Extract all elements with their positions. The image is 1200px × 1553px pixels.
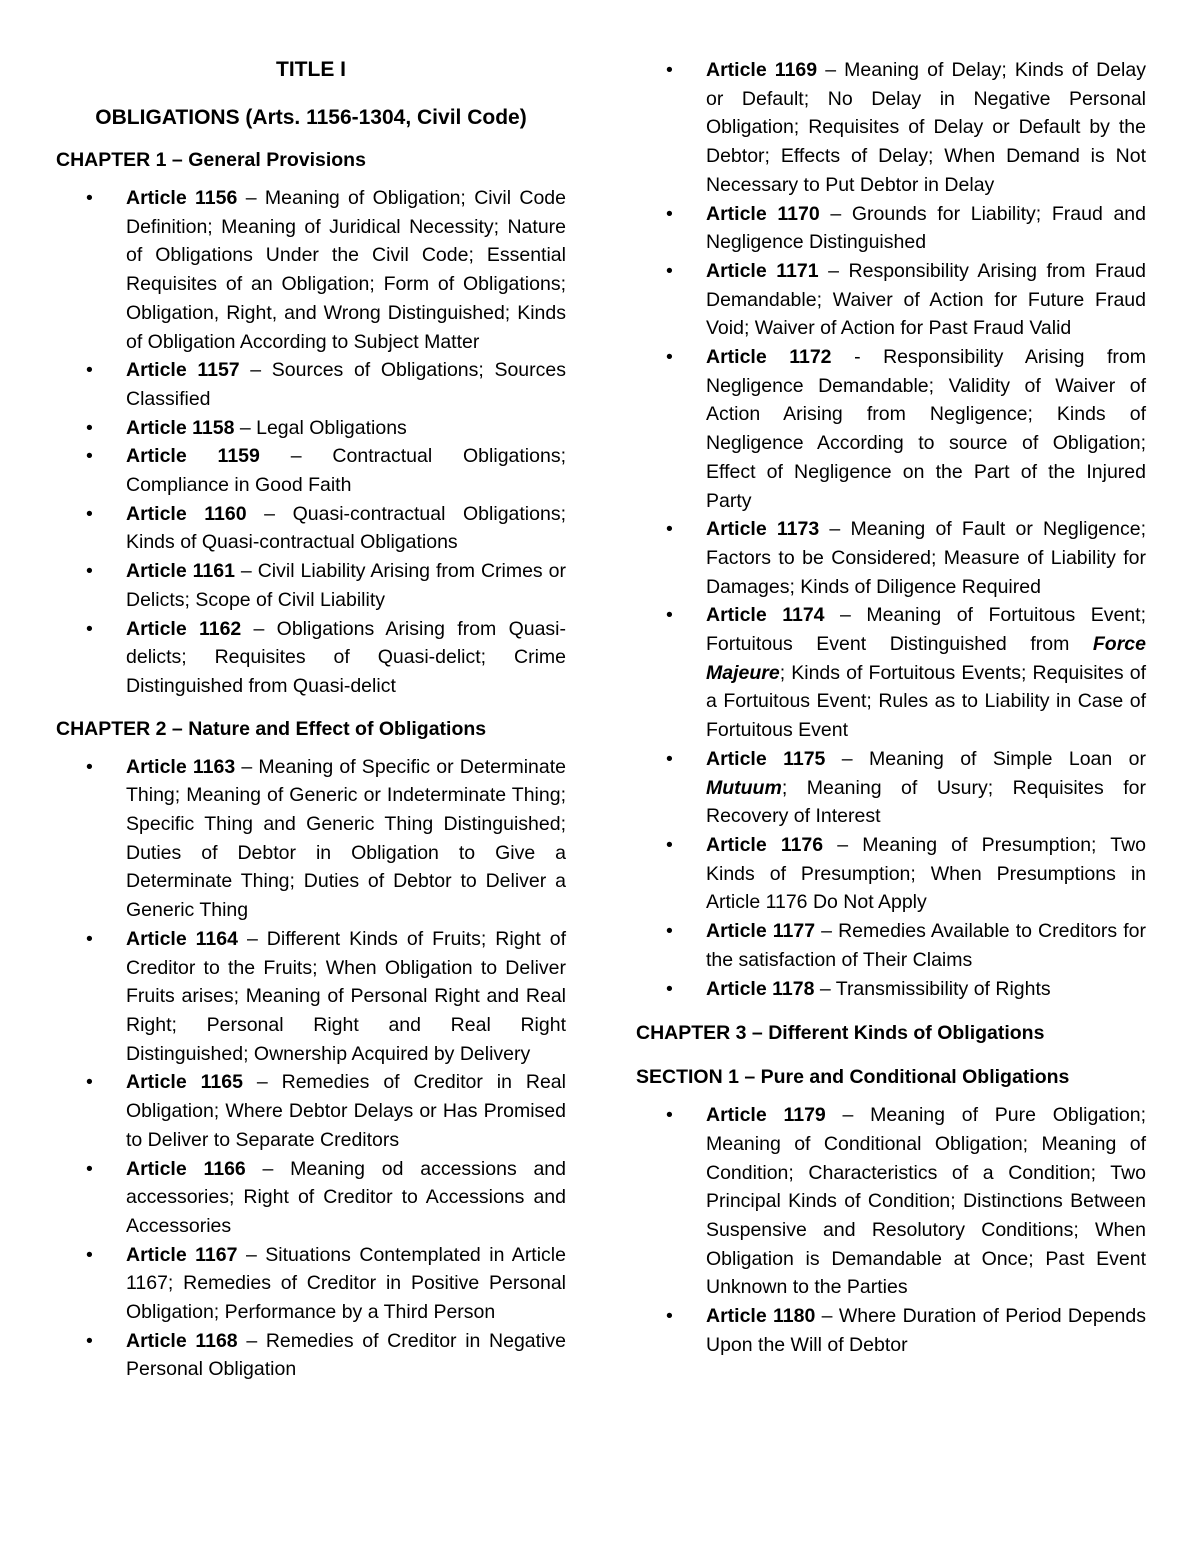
article-number: Article 1171 <box>706 259 819 282</box>
article-description: – Transmissibility of Rights <box>814 977 1051 1000</box>
article-1180 <box>636 1302 1146 1359</box>
bullet-icon: • <box>666 346 673 369</box>
article-1177 <box>636 917 1146 974</box>
bullet-icon: • <box>86 445 93 468</box>
article-1170 <box>636 200 1146 257</box>
bullet-icon: • <box>86 1071 93 1094</box>
chapter-2-article-list <box>56 753 566 1384</box>
article-number: Article 1160 <box>126 502 247 525</box>
article-number: Article 1174 <box>706 604 825 627</box>
article-description: – Meaning of Delay; Kinds of Delay or Default; No Delay in Negative Personal Obligation; Requisites of Delay or Default by the Debtor; Effects of Delay; When Demand is Not Necessary to Put Debtor in Delay <box>706 59 1146 196</box>
bullet-icon: • <box>86 927 93 950</box>
article-number: Article 1164 <box>126 927 238 950</box>
article-description: – Where Duration of Period Depends Upon the Will of Debtor <box>706 1305 1146 1356</box>
bullet-icon: • <box>86 1329 93 1352</box>
chapter-1-heading: CHAPTER 1 – General Provisions <box>56 149 366 171</box>
article-1168 <box>56 1327 566 1384</box>
article-number: Article 1159 <box>126 445 260 468</box>
bullet-icon: • <box>86 416 93 439</box>
bullet-icon: • <box>666 747 673 770</box>
article-description: – Remedies Available to Creditors for the satisfaction of Their Claims <box>706 920 1146 971</box>
force-majeure-term: Force Majeure <box>706 633 1146 684</box>
article-description: – Legal Obligations <box>234 416 407 439</box>
article-description: – Meaning od accessions and accessories; Right of Creditor to Accessions and Accessories <box>126 1157 566 1237</box>
article-description: – Meaning of Pure Obligation; Meaning of Conditional Obligation; Meaning of Condition; Characteristics of a Condition; Two Principal Kinds of Condition; Distinctions Between Suspensive and Resolutory Conditions; When Obligation is Demandable at Once; Past Event Unknown to the Parties <box>706 1104 1146 1299</box>
chapter-2-article-list-continued <box>636 56 1146 1003</box>
bullet-icon: • <box>666 518 673 541</box>
article-number: Article 1167 <box>126 1243 238 1266</box>
article-1172 <box>636 343 1146 515</box>
article-description: – Remedies of Creditor in Negative Personal Obligation <box>126 1329 566 1381</box>
article-description: – Grounds for Liability; Fraud and Negligence Distinguished <box>706 202 1146 254</box>
left-column <box>56 52 566 1398</box>
article-number: Article 1170 <box>706 202 820 225</box>
mutuum-term: Mutuum <box>706 776 782 799</box>
article-number: Article 1163 <box>126 755 236 778</box>
article-1179 <box>636 1101 1146 1302</box>
article-number: Article 1169 <box>706 59 818 81</box>
bullet-icon: • <box>86 502 93 525</box>
bullet-icon: • <box>666 977 673 1000</box>
article-1160 <box>56 500 566 557</box>
article-number: Article 1176 <box>706 833 824 856</box>
article-number: Article 1172 <box>706 346 832 369</box>
article-number: Article 1178 <box>706 977 815 1000</box>
article-1161 <box>56 557 566 614</box>
article-description: – Meaning of Presumption; Two Kinds of Presumption; When Presumptions in Article 1176 Do Not Apply <box>706 833 1147 914</box>
article-description: – Meaning of Specific or Determinate Thing; Meaning of Generic or Indeterminate Thing; Specific Thing and Generic Thing Distinguished; Duties of Debtor in Obligation to Give a Determinate Thing; Duties of Debtor to Deliver a Generic Thing <box>126 755 566 922</box>
article-1175 <box>636 745 1146 831</box>
bullet-icon: • <box>86 187 93 209</box>
bullet-icon: • <box>666 1104 673 1127</box>
article-description: – Meaning of Fault or Negligence; Factors to be Considered; Measure of Liability for Damages; Kinds of Diligence Required <box>706 518 1146 598</box>
document-title: TITLE I <box>276 58 346 81</box>
article-number: Article 1180 <box>706 1305 816 1328</box>
bullet-icon: • <box>86 755 93 778</box>
article-description: – Situations Contemplated in Article 1167; Remedies of Creditor in Positive Personal Obligation; Performance by a Third Person <box>126 1243 566 1324</box>
bullet-icon: • <box>666 59 673 81</box>
article-1178 <box>636 975 1146 1004</box>
article-1173 <box>636 515 1146 601</box>
article-1159 <box>56 442 566 499</box>
article-1169 <box>636 56 1146 200</box>
article-1171 <box>636 257 1146 343</box>
article-description: – Meaning of Fortuitous Event; Fortuitous Event Distinguished from <box>706 604 1146 656</box>
bullet-icon: • <box>666 202 673 225</box>
article-description: – Responsibility Arising from Fraud Demandable; Waiver of Action for Future Fraud Void; Waiver of Action for Past Fraud Valid <box>706 259 1146 340</box>
bullet-icon: • <box>86 359 93 382</box>
section-1-article-list <box>636 1101 1146 1359</box>
chapter-3-heading: CHAPTER 3 – Different Kinds of Obligations <box>636 1022 1045 1045</box>
chapter-2-heading: CHAPTER 2 – Nature and Effect of Obligations <box>56 717 487 740</box>
article-description-end: ; Meaning of Usury; Requisites for Recovery of Interest <box>706 776 1146 828</box>
article-description: – Sources of Obligations; Sources Classified <box>126 359 566 410</box>
article-1163 <box>56 753 566 925</box>
chapter-1-article-list <box>56 184 566 701</box>
article-number: Article 1156 <box>126 187 238 209</box>
article-number: Article 1157 <box>126 359 240 382</box>
article-1176 <box>636 831 1146 917</box>
article-number: Article 1175 <box>706 747 826 770</box>
bullet-icon: • <box>86 1157 93 1180</box>
right-column <box>636 56 1146 1374</box>
article-1156 <box>56 184 566 356</box>
section-1-heading: SECTION 1 – Pure and Conditional Obligations <box>636 1066 1070 1089</box>
document-subtitle: OBLIGATIONS (Arts. 1156-1304, Civil Code) <box>95 106 527 129</box>
article-1158 <box>56 414 566 443</box>
bullet-icon: • <box>666 833 673 856</box>
article-1174 <box>636 601 1146 745</box>
article-description: – Contractual Obligations; Compliance in Good Faith <box>126 445 566 497</box>
article-number: Article 1173 <box>706 518 820 541</box>
article-number: Article 1177 <box>706 920 816 943</box>
article-number: Article 1168 <box>126 1329 238 1352</box>
article-number: Article 1161 <box>126 560 235 583</box>
article-description: – Remedies of Creditor in Real Obligation; Where Debtor Delays or Has Promised to Deliver to Separate Creditors <box>126 1071 566 1151</box>
bullet-icon: • <box>86 560 93 583</box>
article-number: Article 1162 <box>126 617 242 640</box>
article-description: – Civil Liability Arising from Crimes or Delicts; Scope of Civil Liability <box>126 560 566 611</box>
article-1167 <box>56 1241 566 1327</box>
article-number: Article 1165 <box>126 1071 243 1094</box>
bullet-icon: • <box>666 604 673 627</box>
article-description: – Quasi-contractual Obligations; Kinds of Quasi-contractual Obligations <box>126 502 566 554</box>
bullet-icon: • <box>666 1305 673 1328</box>
bullet-icon: • <box>666 259 673 282</box>
article-description: – Obligations Arising from Quasi-delicts; Requisites of Quasi-delict; Crime Distinguished from Quasi-delict <box>126 617 567 697</box>
article-description-end: ; Kinds of Fortuitous Events; Requisites of a Fortuitous Event; Rules as to Liability in Case of Fortuitous Event <box>706 661 1146 742</box>
bullet-icon: • <box>86 617 93 640</box>
article-1165 <box>56 1068 566 1154</box>
article-description: – Different Kinds of Fruits; Right of Creditor to the Fruits; When Obligation to Deliver Fruits arises; Meaning of Personal Right and Real Right; Personal Right and Real Right Distinguished; Ownership Acquired by Delivery <box>126 927 567 1065</box>
article-1157 <box>56 356 566 413</box>
article-number: Article 1158 <box>126 416 235 439</box>
article-number: Article 1179 <box>706 1104 826 1127</box>
article-description: – Meaning of Obligation; Civil Code Definition; Meaning of Juridical Necessity; Nature of Obligations Under the Civil Code; Essential Requisites of an Obligation; Form of Obligations; Obligation, Right, and Wrong Distinguished; Kinds of Obligation According to Subject Matter <box>126 187 566 353</box>
article-description: - Responsibility Arising from Negligence Demandable; Validity of Waiver of Action Arising from Negligence; Kinds of Negligence According to source of Obligation; Effect of Negligence on the Part of the Injured Party <box>706 346 1146 512</box>
article-number: Article 1166 <box>126 1157 246 1180</box>
article-1164 <box>56 925 566 1069</box>
article-1162 <box>56 615 566 701</box>
article-description: – Meaning of Simple Loan or <box>825 747 1146 770</box>
bullet-icon: • <box>666 920 673 943</box>
article-1166 <box>56 1155 566 1241</box>
bullet-icon: • <box>86 1243 93 1266</box>
